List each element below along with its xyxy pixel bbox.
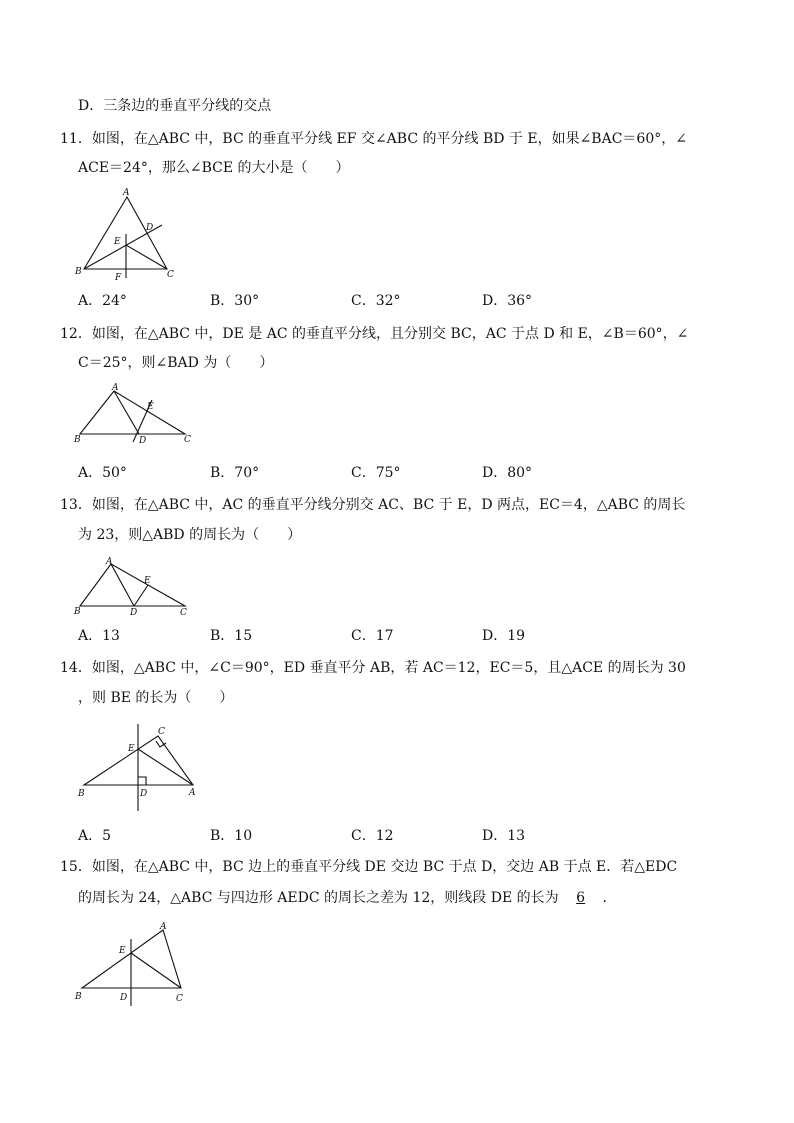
q13-label-b: B <box>74 607 81 617</box>
q12-stem-line2: C＝25°，则∠BAD 为（ ） <box>78 355 274 371</box>
q12-option-a[interactable]: A．50° <box>78 465 127 481</box>
q13-label-d: D <box>130 608 138 618</box>
q11-label-d: D <box>146 223 154 233</box>
q12-label-d: D <box>139 436 147 446</box>
q12-option-d[interactable]: D．80° <box>482 465 533 481</box>
q15-label-a: A <box>160 922 167 932</box>
q11-stem-line1: 11．如图，在△ABC 中，BC 的垂直平分线 EF 交∠ABC 的平分线 BD 于 E，如果∠BAC＝60°，∠ <box>60 131 687 147</box>
q14-stem-line1: 14．如图，△ABC 中，∠C＝90°，ED 垂直平分 AB，若 AC＝12，EC＝5，且△ACE 的周长为 30 <box>60 660 686 676</box>
q12-option-c[interactable]: C．75° <box>351 465 401 481</box>
q13-option-d[interactable]: D．19 <box>482 628 526 644</box>
q14-figure <box>70 720 205 815</box>
q12-figure <box>70 382 195 447</box>
q15-stem-line1: 15．如图，在△ABC 中，BC 边上的垂直平分线 DE 交边 BC 于点 D，交边 AB 于点 E．若△EDC <box>60 859 678 875</box>
q13-figure <box>70 556 195 621</box>
q15-figure <box>70 915 200 1010</box>
q14-label-d: D <box>140 789 148 799</box>
q15-stem-line2-end: ． <box>602 890 617 906</box>
q12-label-e: E <box>147 402 154 412</box>
q11-option-b[interactable]: B．30° <box>210 293 260 309</box>
q12-label-a: A <box>112 383 119 393</box>
q15-label-d: D <box>120 993 128 1003</box>
q12-option-b[interactable]: B．70° <box>210 465 260 481</box>
q14-option-b[interactable]: B．10 <box>210 828 253 844</box>
q11-label-a: A <box>123 188 130 198</box>
q14-label-b: B <box>78 789 85 799</box>
q13-label-a: A <box>106 557 113 567</box>
q13-option-a[interactable]: A．13 <box>78 628 120 644</box>
q15-label-e: E <box>119 946 126 956</box>
q15-answer-blank: 6 <box>576 890 586 906</box>
q15-stem-line2-text: 的周长为 24，△ABC 与四边形 AEDC 的周长之差为 12，则线段 DE 的长为 <box>78 890 559 906</box>
q11-option-d[interactable]: D．36° <box>482 293 533 309</box>
q11-stem-line2: ACE＝24°，那么∠BCE 的大小是（ ） <box>78 160 350 176</box>
q13-stem-line1: 13．如图，在△ABC 中，AC 的垂直平分线分别交 AC、BC 于 E，D 两点，EC＝4，△ABC 的周长 <box>60 497 686 513</box>
q14-stem-line2: ，则 BE 的长为（ ） <box>78 690 234 706</box>
q11-label-e: E <box>114 237 121 247</box>
q13-label-c: C <box>180 608 187 618</box>
q12-label-c: C <box>184 435 191 445</box>
q11-option-c[interactable]: C．32° <box>351 293 401 309</box>
q11-label-c: C <box>167 270 174 280</box>
q11-label-f: F <box>115 273 122 283</box>
q11-option-a[interactable]: A．24° <box>78 293 127 309</box>
q11-figure <box>70 188 174 283</box>
q13-option-c[interactable]: C．17 <box>351 628 394 644</box>
q14-option-d[interactable]: D．13 <box>482 828 526 844</box>
q15-label-c: C <box>176 994 183 1004</box>
q14-label-a: A <box>189 788 196 798</box>
q13-stem-line2: 为 23，则△ABD 的周长为（ ） <box>78 527 302 543</box>
q11-label-b: B <box>75 267 82 277</box>
q14-label-c: C <box>158 727 165 737</box>
q15-label-b: B <box>75 992 82 1002</box>
q13-option-b[interactable]: B．15 <box>210 628 253 644</box>
q13-label-e: E <box>144 576 151 586</box>
q14-label-e: E <box>128 744 135 754</box>
q12-label-b: B <box>74 435 81 445</box>
q12-stem-line1: 12．如图，在△ABC 中，DE 是 AC 的垂直平分线，且分别交 BC，AC 于点 D 和 E，∠B＝60°，∠ <box>60 326 689 342</box>
q10-option-d: D．三条边的垂直平分线的交点 <box>78 98 272 114</box>
q14-option-c[interactable]: C．12 <box>351 828 394 844</box>
q14-option-a[interactable]: A．5 <box>78 828 112 844</box>
q15-stem-line2 <box>78 888 617 908</box>
